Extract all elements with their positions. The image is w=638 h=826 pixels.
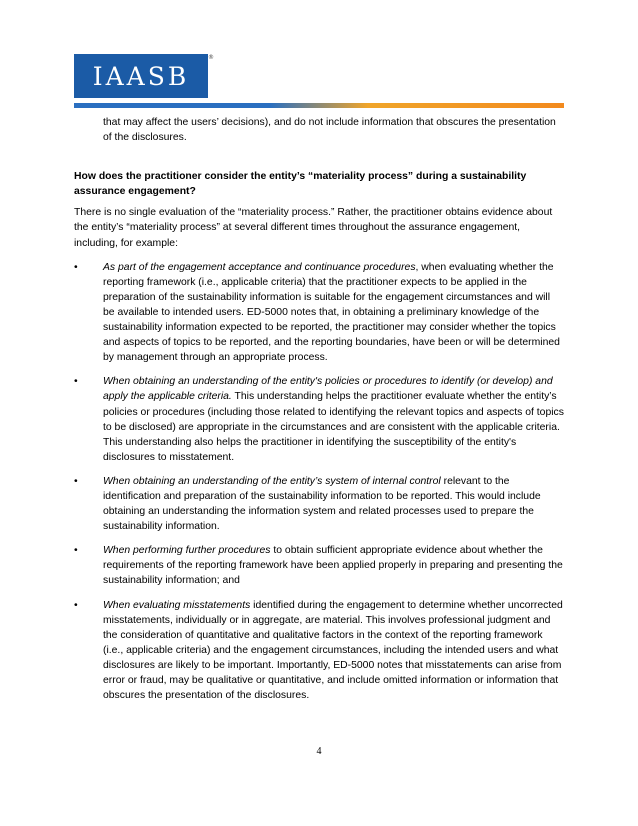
registered-mark: ® [208, 54, 214, 61]
bullet-lead: When obtaining an understanding of the entity’s system of internal control [103, 475, 441, 487]
bullet-text: relevant to the identification and preparation of the sustainability information to be reported. This would include obtaining an understanding the information system and related processes used to prepare the sustainability information. [103, 475, 541, 533]
intro-paragraph: There is no single evaluation of the “materiality process.” Rather, the practitioner obtains evidence about the entity’s “materiality process” at several different times throughout the assurance engagement, including, for example: [74, 207, 553, 249]
bullet-text: to obtain sufficient appropriate evidence about whether the requirements of the reporting framework have been applied properly in preparing and presenting the sustainability information; and [103, 545, 563, 587]
page-number: 4 [316, 746, 322, 757]
bullet-lead: When evaluating misstatements [103, 599, 251, 611]
bullet-lead: When obtaining an understanding of the entity's policies or procedures to identify (or develop) and apply the applicable criteria. [103, 376, 553, 403]
bullet-item [74, 260, 564, 366]
bullet-text: identified during the engagement to determine whether uncorrected misstatements, individually or in aggregate, are material. This involves professional judgment and the consideration of quantitative and qualitative factors in the context of the reporting framework (i.e., applicable criteria) and the engagement circumstances, including the intended users and what disclosures are likely to be important. Importantly, ED-5000 notes that misstatements can arise from error or fraud, may be qualitative or quantitative, and include omitted information or information that obscures the presentation of the disclosures. [103, 599, 563, 702]
continued-paragraph: that may affect the users’ decisions), and do not include information that obscures the presentation of the disclosures. [103, 117, 556, 144]
bullet-text: , when evaluating whether the reporting framework (i.e., applicable criteria) that the practitioner expects to be applied in the preparation of the sustainability information is suitable for the engagement circumstances and will be available to intended users. ED-5000 notes that, in obtaining a preliminary knowledge of the sustainability information expected to be reported, the practitioner may consider whether the topics and aspects of topics to be reported, and the reporting boundaries, have been or will be determined by management through an appropriate process. [103, 261, 560, 364]
bullet-icon: • [74, 545, 78, 557]
bullet-icon: • [74, 475, 78, 487]
bullet-item [74, 374, 564, 465]
iaasb-logo [74, 54, 208, 98]
bullet-item [74, 474, 564, 534]
section-heading: How does the practitioner consider the entity’s “materiality process” during a sustainability assurance engagement? [74, 171, 527, 198]
bullet-lead: As part of the engagement acceptance and continuance procedures [103, 261, 416, 273]
page-content [74, 115, 564, 712]
bullet-lead: When performing further procedures [103, 545, 271, 557]
bullet-item [74, 598, 564, 704]
bullet-item [74, 543, 564, 588]
header-rule [74, 103, 564, 108]
bullet-list [74, 260, 564, 704]
logo-text: IAASB [92, 61, 190, 91]
bullet-text: This understanding helps the practitioner evaluate whether the entity’s policies or procedures (including those related to identifying the relevant topics and aspects of topics to be disclosed) are appropriate in the circumstances and are consistent with the applicable criteria. This understanding also helps the practitioner in identifying the susceptibility of the entity's disclosures to misstatement. [103, 391, 564, 463]
bullet-icon: • [74, 376, 78, 388]
bullet-icon: • [74, 261, 78, 273]
bullet-icon: • [74, 599, 78, 611]
